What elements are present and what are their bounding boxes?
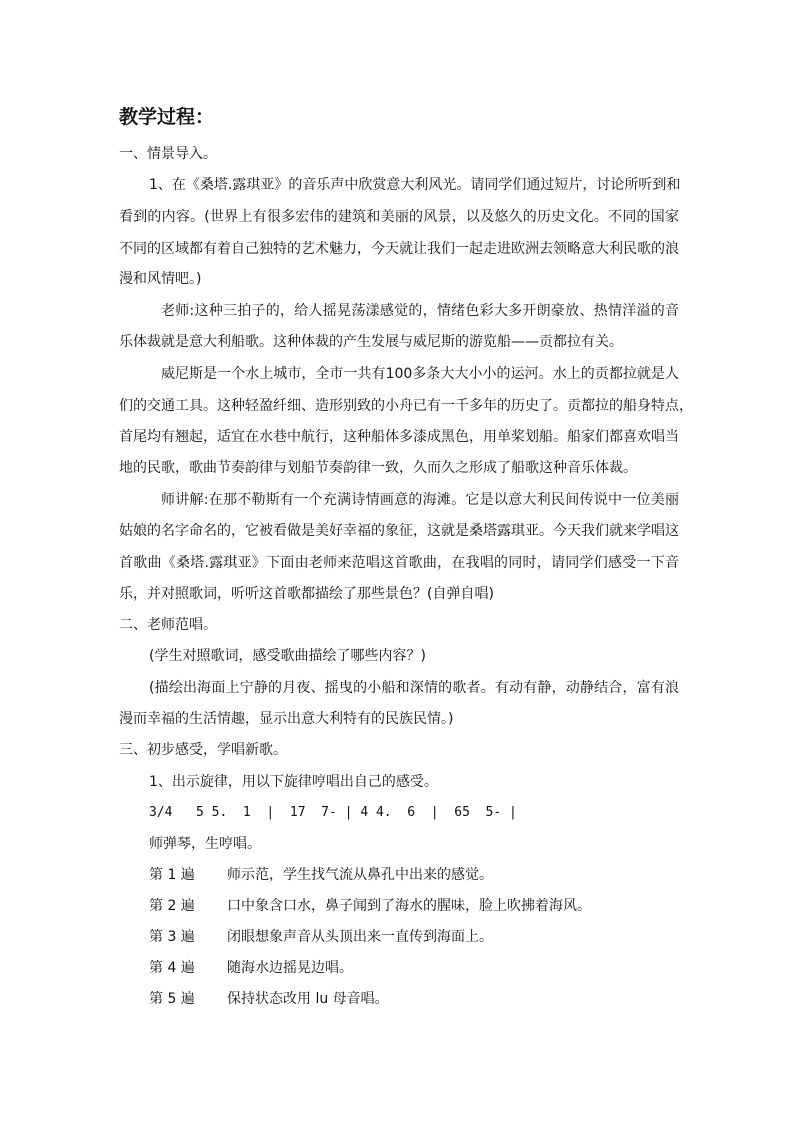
section-heading-3: 三、初步感受，学唱新歌。 (119, 742, 287, 758)
section-heading-2: 二、老师范唱。 (119, 617, 217, 633)
paragraph-line: 首歌曲《桑塔.露琪亚》下面由老师来范唱这首歌曲，在我唱的同时，请同学们感受一下音 (119, 555, 679, 571)
paragraph-line: 地的民歌，歌曲节奏韵律与划船节奏韵律一致，久而久之形成了船歌这种音乐体裁。 (119, 460, 637, 476)
paragraph-line: 师讲解:在那不勒斯有一个充满诗情画意的海滩。它是以意大利民间传说中一位美丽 (161, 492, 679, 508)
paragraph-line: 看到的内容。(世界上有很多宏伟的建筑和美丽的风景，以及悠久的历史文化。不同的国家 (119, 209, 679, 225)
paragraph-line: (学生对照歌词，感受歌曲描绘了哪些内容？) (149, 648, 426, 664)
pass-label: 第 2 遍 (149, 898, 195, 914)
paragraph-line: 漫而幸福的生活情趣，显示出意大利特有的民族民情。) (119, 711, 454, 727)
section-heading-1: 一、情景导入。 (119, 146, 217, 162)
paragraph-line: 1、出示旋律，用以下旋律哼唱出自己的感受。 (149, 774, 438, 790)
pass-text: 师示范，学生找气流从鼻孔中出来的感觉。 (227, 867, 493, 883)
pass-text: 口中象含口水，鼻子闻到了海水的腥味，脸上吹拂着海风。 (227, 898, 591, 914)
melody-notation: 3/4 5 5. 1 | 17 7- | 4 4. 6 | 65 5- | (149, 805, 517, 820)
paragraph-line: (描绘出海面上宁静的月夜、摇曳的小船和深情的歌者。有动有静，动静结合，富有浪 (149, 680, 679, 696)
paragraph-line: 威尼斯是一个水上城市，全市一共有100多条大大小小的运河。水上的贡都拉就是人 (161, 366, 679, 382)
pass-text: 闭眼想象声音从头顶出来一直传到海面上。 (227, 929, 493, 945)
pass-text: 随海水边摇晃边唱。 (227, 960, 353, 976)
document-page (119, 0, 693, 1123)
paragraph-line: 们的交通工具。这种轻盈纤细、造形别致的小舟已有一千多年的历史了。贡都拉的船身特点， (119, 398, 693, 414)
paragraph-line: 1、在《桑塔.露琪亚》的音乐声中欣赏意大利风光。请同学们通过短片，讨论所听到和 (149, 177, 681, 193)
page-title: 教学过程： (119, 106, 215, 128)
pass-label: 第 3 遍 (149, 929, 195, 945)
paragraph-line: 漫和风情吧。) (119, 271, 202, 287)
paragraph-line: 不同的区域都有着自己独特的艺术魅力，今天就让我们一起走进欧洲去领略意大利民歌的浪 (119, 241, 679, 257)
pass-label: 第 4 遍 (149, 960, 195, 976)
paragraph-line: 乐体裁就是意大利船歌。这种体裁的产生发展与威尼斯的游览船——贡都拉有关。 (119, 334, 623, 350)
paragraph-line: 老师:这种三拍子的，给人摇晃荡漾感觉的，情绪色彩大多开朗豪放、热情洋溢的音 (161, 303, 679, 319)
pass-label: 第 5 遍 (149, 991, 195, 1007)
pass-text: 保持状态改用 lu 母音唱。 (227, 991, 389, 1007)
paragraph-line: 姑娘的名字命名的，它被看做是美好幸福的象征，这就是桑塔露琪亚。今天我们就来学唱这 (119, 523, 679, 539)
paragraph-line: 师弹琴，生哼唱。 (149, 836, 261, 852)
paragraph-line: 首尾均有翘起，适宜在水巷中航行，这种船体多漆成黑色，用单桨划船。船家们都喜欢唱当 (119, 429, 679, 445)
paragraph-line: 乐，并对照歌词，听听这首歌都描绘了那些景色？(自弹自唱) (119, 586, 494, 602)
pass-label: 第 1 遍 (149, 867, 195, 883)
